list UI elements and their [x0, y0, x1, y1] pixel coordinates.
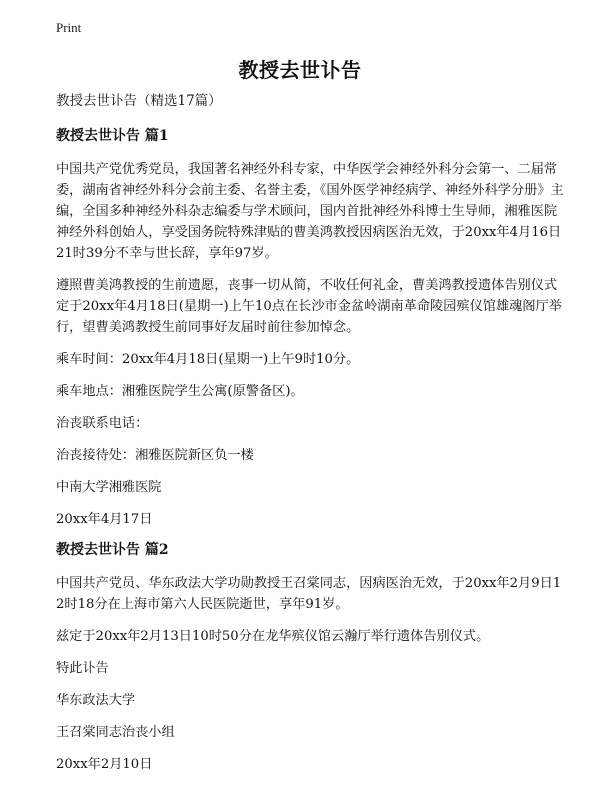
paragraph: 中南大学湘雅医院 [56, 480, 162, 495]
section-2 [56, 541, 566, 775]
paragraph: 20xx年4月17日 [56, 512, 153, 527]
section-1 [56, 127, 566, 530]
paragraph: 兹定于20xx年2月13日10时50分在龙华殡仪馆云瀚厅举行遗体告别仪式。 [56, 629, 490, 644]
paragraph: 中国共产党优秀党员，我国著名神经外科专家，中华医学会神经外科分会第一、二届常委，湖南省神经外科分会前主委、名誉主委，《国外医学神经病学、神经外科学分册》主编，全国多种神经外科杂志编委与学术顾问，国内首批神经外科博士生导师，湘雅医院神经外科创始人，享受国务院特殊津贴的曹美鸿教授因病医治无效，于20xx年4月16日21时39分不幸与世长辞，享年97岁。 [56, 162, 564, 261]
paragraph: 王召棠同志治丧小组 [56, 725, 175, 740]
paragraph: 中国共产党员、华东政法大学功勋教授王召棠同志，因病医治无效，于20xx年2月9日12时18分在上海市第六人民医院逝世，享年91岁。 [56, 576, 562, 612]
paragraph: 20xx年2月10日 [56, 757, 153, 772]
paragraph: 治丧接待处：湘雅医院新区负一楼 [56, 448, 254, 463]
print-link[interactable]: Print [56, 20, 82, 35]
paragraph: 乘车地点：湘雅医院学生公寓(原警备区)。 [56, 384, 304, 399]
paragraph: 治丧联系电话： [56, 416, 149, 431]
summary-line: 教授去世讣告（精选17篇） [56, 93, 222, 109]
document-body [56, 92, 566, 786]
paragraph: 遵照曹美鸿教授的生前遗愿，丧事一切从简，不收任何礼金，曹美鸿教授遗体告别仪式定于20xx年4月18日(星期一)上午10点在长沙市金盆岭湖南革命陵园殡仪馆雄魂阁厅举行，望曹美鸿教授生前同事好友届时前往参加悼念。 [56, 278, 562, 335]
section-heading: 教授去世讣告 篇1 [56, 128, 169, 144]
document-title: 教授去世讣告 [238, 58, 362, 82]
paragraph: 乘车时间：20xx年4月18日(星期一)上午9时10分。 [56, 352, 360, 367]
paragraph: 华东政法大学 [56, 693, 136, 708]
paragraph: 特此讣告 [56, 661, 109, 676]
section-heading: 教授去世讣告 篇2 [56, 542, 169, 558]
